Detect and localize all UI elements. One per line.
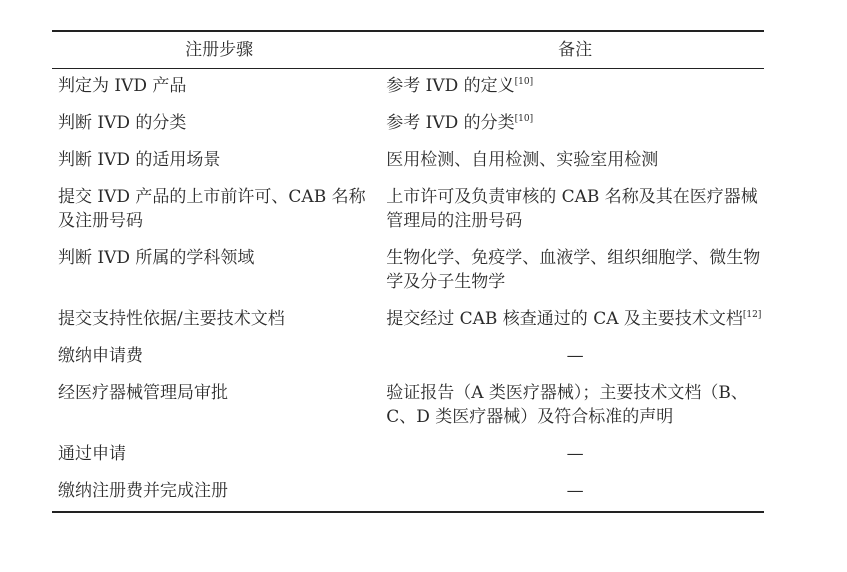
step-cell: 判断 IVD 的分类 bbox=[58, 113, 187, 133]
table-row bbox=[52, 143, 764, 180]
note-text: 参考 IVD 的分类 bbox=[386, 113, 515, 133]
note-cell-empty-dash: — bbox=[566, 481, 584, 501]
header-row bbox=[52, 31, 764, 69]
note-cell bbox=[380, 69, 764, 107]
note-cell bbox=[380, 106, 764, 143]
table-row bbox=[52, 302, 764, 339]
note-cell: 医用检测、自用检测、实验室用检测 bbox=[386, 150, 659, 170]
table-row bbox=[52, 437, 764, 474]
table-body bbox=[52, 69, 764, 513]
note-cell: 验证报告（A 类医疗器械）；主要技术文档（B、C、D 类医疗器械）及符合标准的声明 bbox=[386, 383, 748, 427]
note-text: 提交经过 CAB 核查通过的 CA 及主要技术文档 bbox=[386, 309, 743, 329]
note-cell-empty-dash: — bbox=[566, 444, 584, 464]
table-row bbox=[52, 376, 764, 437]
table-row bbox=[52, 69, 764, 107]
step-cell: 判断 IVD 的适用场景 bbox=[58, 150, 221, 170]
note-cell-empty-dash: — bbox=[566, 346, 584, 366]
step-cell: 提交支持性依据/主要技术文档 bbox=[58, 309, 285, 329]
table-row bbox=[52, 339, 764, 376]
table-header bbox=[52, 31, 764, 69]
step-cell: 提交 IVD 产品的上市前许可、CAB 名称及注册号码 bbox=[58, 187, 366, 231]
note-cell: 上市许可及负责审核的 CAB 名称及其在医疗器械管理局的注册号码 bbox=[386, 187, 758, 231]
header-registration-step: 注册步骤 bbox=[185, 40, 254, 60]
table-row bbox=[52, 180, 764, 241]
table-row bbox=[52, 241, 764, 302]
step-cell: 经医疗器械管理局审批 bbox=[58, 383, 228, 403]
step-cell: 通过申请 bbox=[58, 444, 126, 464]
note-text: 参考 IVD 的定义 bbox=[386, 76, 515, 96]
header-remarks: 备注 bbox=[558, 40, 593, 60]
table-row bbox=[52, 106, 764, 143]
citation-ref: [10] bbox=[514, 114, 534, 124]
note-cell: 生物化学、免疫学、血液学、组织细胞学、微生物学及分子生物学 bbox=[386, 248, 761, 292]
step-cell: 判定为 IVD 产品 bbox=[58, 76, 187, 96]
note-cell bbox=[380, 302, 764, 339]
step-cell: 缴纳申请费 bbox=[58, 346, 143, 366]
table-row bbox=[52, 474, 764, 512]
citation-ref: [10] bbox=[514, 77, 534, 87]
registration-steps-table bbox=[52, 30, 764, 513]
citation-ref: [12] bbox=[742, 310, 762, 320]
step-cell: 缴纳注册费并完成注册 bbox=[58, 481, 228, 501]
step-cell: 判断 IVD 所属的学科领域 bbox=[58, 248, 255, 268]
